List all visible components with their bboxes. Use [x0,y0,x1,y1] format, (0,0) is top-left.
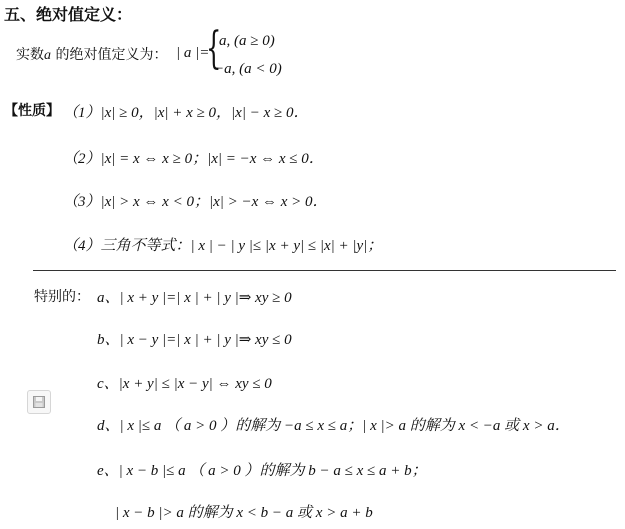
section-title: 五、绝对值定义： [4,5,133,24]
special-heading: 特别的： [34,289,90,305]
save-icon[interactable] [27,390,51,414]
property-3: （3）|x| > x ⇔ x < 0；|x| > −x ⇔ x > 0． [63,194,328,210]
property-4: （4）三角不等式：| x | − | y |≤ |x + y| ≤ |x| + |y|； [63,238,383,254]
special-e-cont: | x − b |> a 的解为 x < b − a 或 x > a + b [115,505,373,521]
special-d: d、| x |≤ a （ a > 0 ）的解为 −a ≤ x ≤ a；| x |> a 的解为 x < −a 或 x > a． [97,418,570,434]
property-1: （1）|x| ≥ 0，|x| + x ≥ 0，|x| − x ≥ 0． [63,105,309,121]
floppy-disk-icon [33,396,45,408]
case-brace: { [206,23,222,74]
special-a: a、| x + y |=| x | + | y |⇒ xy ≥ 0 [97,290,292,306]
special-e: e、| x − b |≤ a （ a > 0 ）的解为 b − a ≤ x ≤ a + b； [97,463,427,479]
definition-suffix: 的绝对值定义为： [51,47,168,63]
definition-case-1: a, (a ≥ 0) [219,33,275,49]
definition-case-2: −a, (a < 0) [214,61,282,77]
definition-prefix: 实数 [16,47,44,63]
definition-var: a [44,48,51,63]
definition-lhs: | a |= [176,45,210,61]
definition-text [16,44,167,64]
special-c: c、|x + y| ≤ |x − y| ⇔ xy ≤ 0 [97,376,272,392]
properties-heading: 【性质】 [4,103,60,119]
special-b: b、| x − y |=| x | + | y |⇒ xy ≤ 0 [97,332,292,348]
divider [33,270,616,271]
property-2: （2）|x| = x ⇔ x ≥ 0；|x| = −x ⇔ x ≤ 0． [63,151,324,167]
